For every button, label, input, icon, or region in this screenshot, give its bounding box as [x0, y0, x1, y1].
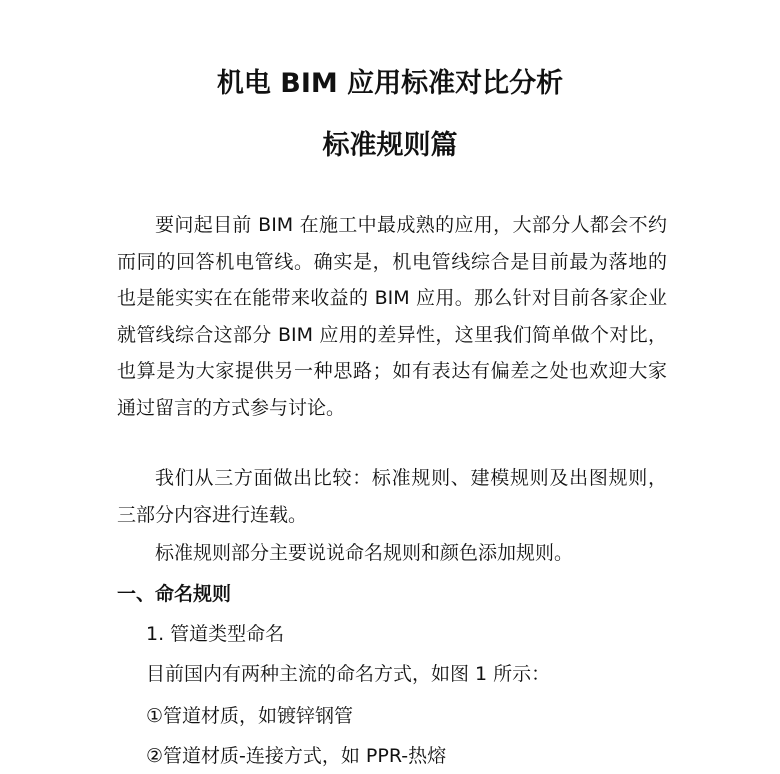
document-title: 机电 BIM 应用标准对比分析 [216, 68, 564, 99]
subsection-pipe-type-naming: 1. 管道类型命名 [146, 623, 285, 645]
document-subtitle: 标准规则篇 [322, 130, 458, 161]
naming-methods-intro: 目前国内有两种主流的命名方式，如图 1 所示： [146, 663, 551, 685]
naming-method-1: ①管道材质，如镀锌钢管 [146, 705, 354, 727]
naming-method-2: ②管道材质-连接方式，如 PPR-热熔 [146, 745, 447, 767]
section-heading-naming-rules: 一、命名规则 [117, 583, 232, 605]
scope-paragraph: 标准规则部分主要说说命名规则和颜色添加规则。 [155, 542, 574, 564]
comparison-paragraph: 我们从三方面做出比较：标准规则、建模规则及出图规则，三部分内容进行连载。 [117, 467, 667, 526]
intro-paragraph: 要问起目前 BIM 在施工中最成熟的应用，大部分人都会不约而同的回答机电管线。确实是，机电管线综合是目前最为落地的也是能实实在在能带来收益的 BIM 应用。那么针对目前各家企业就管线综合这部分 BIM 应用的差异性，这里我们简单做个对比，也算是为大家提供另一种思路；如有表达有偏差之处也欢迎大家通过留言的方式参与讨论。 [117, 214, 667, 419]
